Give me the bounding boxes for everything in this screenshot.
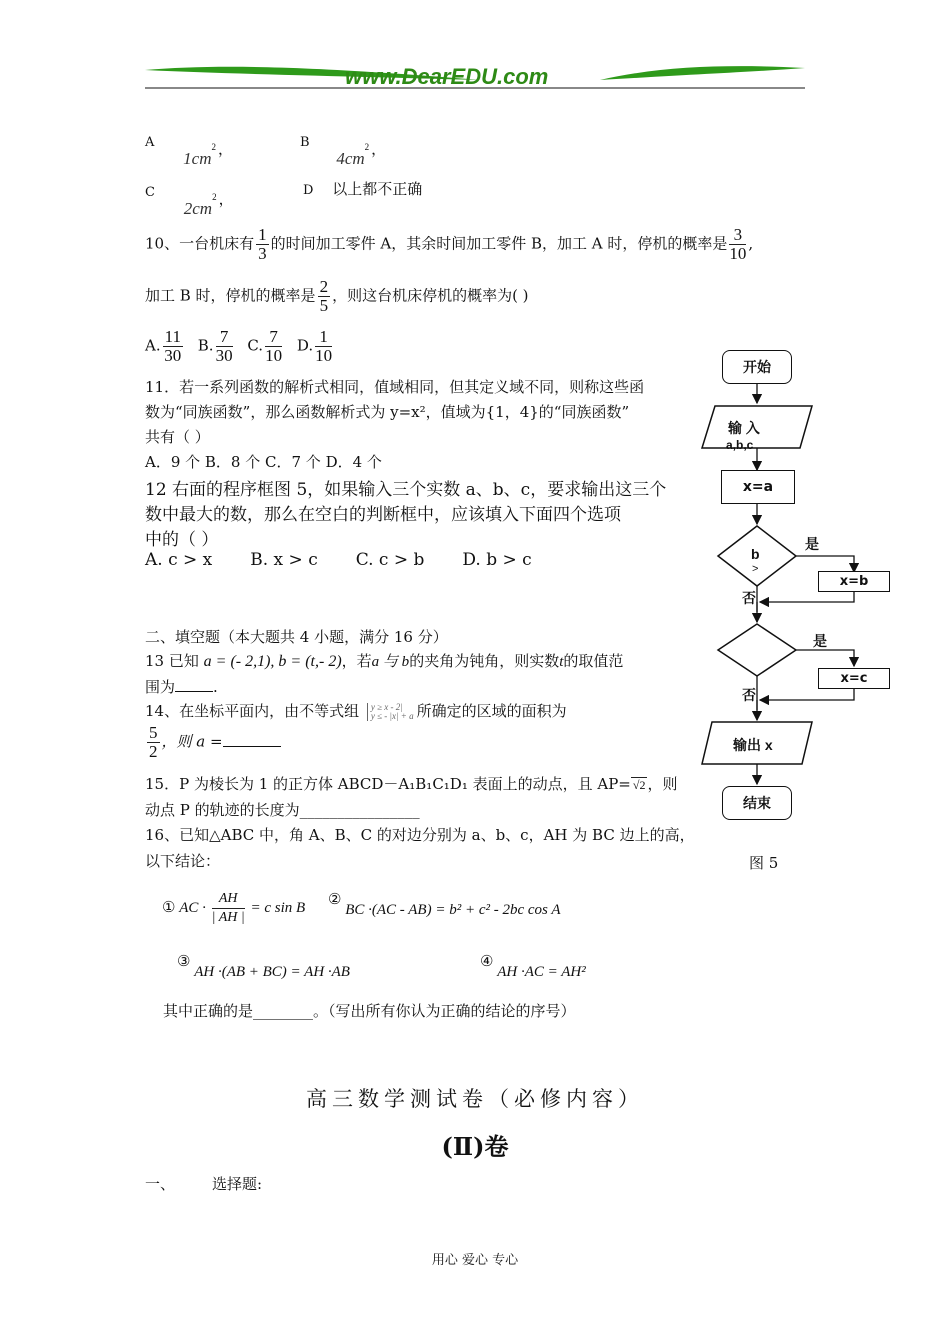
q9-option-d: D 以上都不正确	[303, 180, 423, 198]
conclusion-4: ④ AH ·AC = AH²	[480, 954, 586, 980]
question-16-line2: 以下结论：	[145, 852, 221, 870]
options-line: A. c > x B. x > c C. c > b D. b > c	[145, 550, 532, 570]
footer: 用心 爱心 专心	[431, 1253, 519, 1268]
q9-option-a: A $1cm^2$ ，	[145, 135, 234, 168]
flowchart-no-1: 否	[742, 590, 756, 606]
fraction: $\frac{2}{5}$	[319, 277, 329, 315]
flowchart-no-2: 否	[742, 687, 756, 703]
text-line: 数为“同族函数”，那么函数解析式为 y=x²，值域为{1，4}的“同族函数”	[145, 403, 630, 421]
flowchart-assign-a: x=a	[721, 470, 795, 504]
flowchart-yes-1: 是	[805, 536, 819, 552]
flowchart-yes-2: 是	[813, 633, 827, 649]
question-10-options: A. $\frac{11}{30}$ B. $\frac{7}{30}$ C. $\frac{7}{10}$ D. $\frac{1}{10}$	[145, 327, 333, 365]
conclusion-3: ③ AH ·(AB + BC) = AH ·AB	[177, 954, 350, 980]
flowchart-assign-c: x=c	[818, 668, 890, 689]
options-line: A．9 个 B．8 个 C．7 个 D．4 个	[145, 453, 382, 471]
flowchart-output: 输出 x	[733, 737, 773, 753]
question-16: 16、已知△ABC 中，角 A、B、C 的对边分别为 a、b、c，AH 为 BC 边上的高，	[145, 826, 695, 844]
question-15: 15．P 为棱长为 1 的正方体 ABCD－A₁B₁C₁D₁ 表面上的动点，且 AP= √2 ，则	[145, 775, 678, 793]
flowchart-end: 结束	[722, 786, 792, 820]
question-10: 10、一台机床有 $\frac{1}{3}$ 的时间加工零件 A，其余时间加工零件 B，加工 A 时，停机的概率是 $\frac{3}{10}$ ,	[145, 225, 754, 263]
text-line: 数中最大的数，那么在空白的判断框中，应该填入下面四个选项	[145, 505, 621, 525]
header-site-name: www.DearEDU.com	[345, 64, 549, 89]
question-14: 14、在坐标平面内，由不等式组 y ≥ x - 2| y ≤ - |x| + a 所确定的区域的面积为	[145, 702, 567, 721]
fraction: $\frac{3}{10}$	[729, 225, 747, 263]
flowchart-start: 开始	[722, 350, 792, 384]
q9-option-b: B $4cm^2$ ，	[300, 135, 387, 168]
text-line: 12 右面的程序框图 5，如果输入三个实数 a、b、c，要求输出这三个	[145, 480, 667, 500]
section-title: 二、填空题（本大题共 4 小题，满分 16 分）	[145, 628, 448, 646]
question-13-line2: 围为 .	[145, 678, 218, 696]
flowchart-input-vars: a,b,c	[726, 438, 754, 452]
text-line: 11．若一系列函数的解析式相同，值域相同，但其定义域不同，则称这些函	[145, 378, 645, 396]
flowchart-decision-1-label: b	[751, 546, 760, 562]
q9-option-c: C $2cm^2$ ，	[145, 185, 234, 218]
flowchart-caption: 图 5	[749, 854, 779, 872]
flowchart-assign-b: x=b	[818, 571, 890, 592]
question-15-line2: 动点 P 的轨迹的长度为________________	[145, 801, 420, 819]
question-10-line2: 加工 B 时，停机的概率是 $\frac{2}{5}$ ，则这台机床停机的概率为( )	[145, 277, 529, 315]
question-13: 13 已知 a = (- 2,1), b = (t,- 2)，若a 与 b的夹角为钝角，则实数t的取值范	[145, 652, 624, 670]
part2-section-title: 选择题:	[212, 1175, 263, 1193]
question-14-line2: $\frac{5}{2}$ ，则 a =	[145, 724, 281, 761]
conclusion-1: ① AC · $\frac{AH}{| AH |}$ = c sin B	[162, 891, 306, 925]
part2-section-number: 一、	[145, 1175, 176, 1193]
text-line: 中的（ ）	[145, 530, 219, 550]
conclusion-2: ② BC ·(AC - AB) = b² + c² - 2bc cos A	[328, 892, 561, 918]
flowchart-decision-1-op: >	[752, 563, 759, 575]
question-16-answer: 其中正确的是________。（写出所有你认为正确的结论的序号）	[163, 1002, 576, 1020]
fraction: $\frac{1}{3}$	[258, 225, 267, 263]
text-line: 共有（ ）	[145, 428, 210, 446]
flowchart-input-label: 输 入	[728, 420, 760, 436]
part2-title: 高三数学测试卷（必修内容）	[306, 1087, 644, 1111]
part2-subtitle: (Ⅱ)卷	[441, 1132, 509, 1161]
